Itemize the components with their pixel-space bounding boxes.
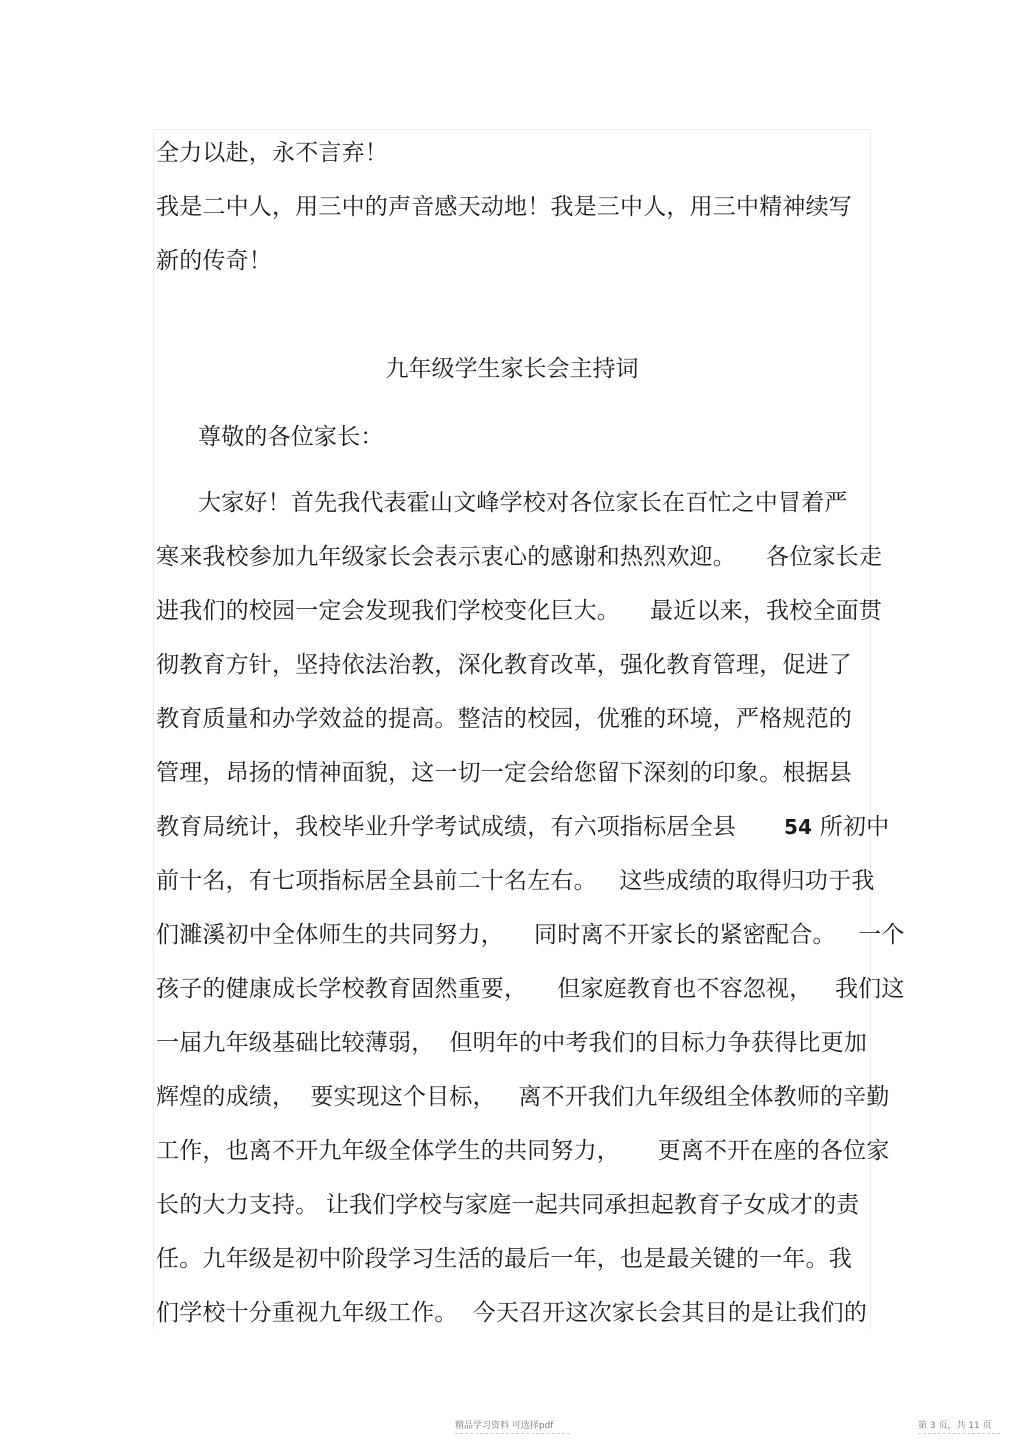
paragraph-line: 辉煌的成绩， 要实现这个目标， 离不开我们九年级组全体教师的辛勤 [156, 1084, 890, 1110]
text-line: 我是二中人，用三中的声音感天动地！我是三中人，用三中精神续写 [156, 194, 852, 220]
school-count: 54 [784, 815, 813, 839]
footer-divider [455, 1433, 570, 1434]
paragraph-text: 教育局统计，我校毕业升学考试成绩，有六项指标居全县 [156, 814, 736, 840]
paragraph-line: 大家好！首先我代表霍山文峰学校对各位家长在百忙之中冒着严 [198, 490, 848, 516]
paragraph-line: 彻教育方针，坚持依法治教，深化教育改革，强化教育管理，促进了 [156, 652, 852, 678]
paragraph-line: 们学校十分重视九年级工作。 今天召开这次家长会其目的是让我们的 [156, 1300, 868, 1326]
paragraph-line: 工作，也离不开九年级全体学生的共同努力， 更离不开在座的各位家 [156, 1138, 890, 1164]
paragraph-line: 进我们的校园一定会发现我们学校变化巨大。 最近以来，我校全面贯 [156, 598, 883, 624]
text-line: 新的传奇！ [156, 248, 272, 274]
greeting: 尊敬的各位家长： [198, 424, 384, 450]
paragraph-line [156, 812, 889, 842]
paragraph-line: 寒来我校参加九年级家长会表示衷心的感谢和热烈欢迎。 各位家长走 [156, 544, 883, 570]
footer-divider [918, 1433, 1000, 1434]
paragraph-line: 孩子的健康成长学校教育固然重要， 但家庭教育也不容忽视， 我们这 [156, 976, 905, 1002]
text-line: 全力以赴，永不言弃！ [156, 140, 388, 166]
paragraph-line: 管理，昂扬的情神面貌，这一切一定会给您留下深刻的印象。根据县 [156, 760, 852, 786]
paragraph-line: 前十名，有七项指标居全县前二十名左右。 这些成绩的取得归功于我 [156, 868, 875, 894]
paragraph-line: 教育质量和办学效益的提高。整洁的校园，优雅的环境，严格规范的 [156, 706, 852, 732]
paragraph-line: 一届九年级基础比较薄弱， 但明年的中考我们的目标力争获得比更加 [156, 1030, 868, 1056]
footer-source: 精品学习资料 可选择pdf [455, 1421, 554, 1431]
paragraph-line: 任。九年级是初中阶段学习生活的最后一年，也是最关键的一年。我 [156, 1246, 852, 1272]
document-title: 九年级学生家长会主持词 [385, 356, 639, 382]
paragraph-line: 长的大力支持。 让我们学校与家庭一起共同承担起教育子女成才的责 [156, 1192, 860, 1218]
paragraph-line: 们濉溪初中全体师生的共同努力， 同时离不开家长的紧密配合。 一个 [156, 922, 905, 948]
page-number: 第 3 页，共 11 页 [918, 1421, 992, 1431]
paragraph-text: 所初中 [812, 814, 890, 840]
